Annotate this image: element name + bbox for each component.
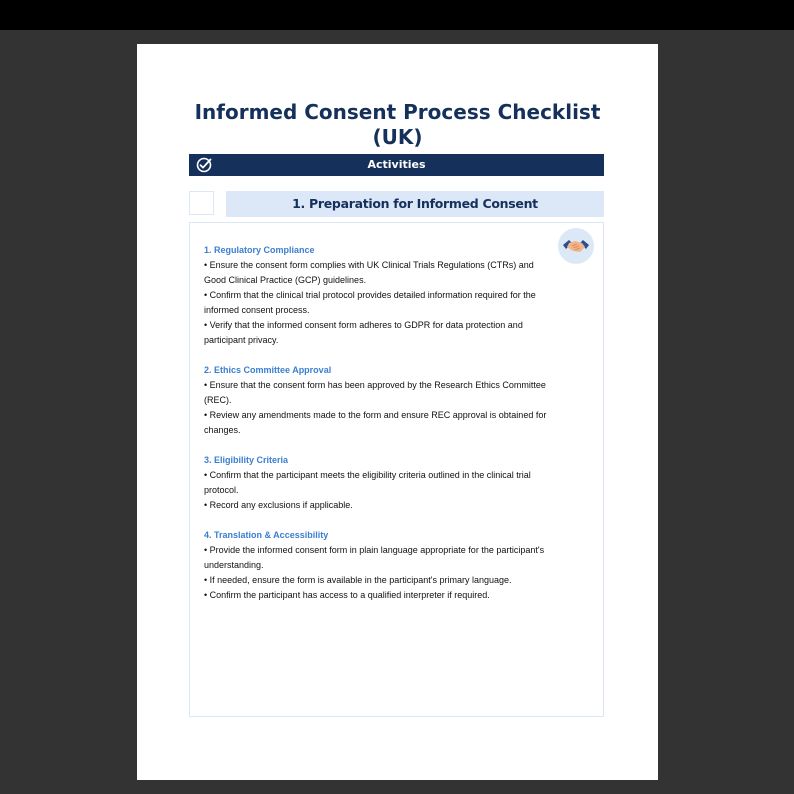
item-title: 3. Eligibility Criteria <box>204 455 289 465</box>
checklist-item <box>204 243 549 348</box>
item-bullet: • Confirm that the clinical trial protocol provides detailed information required for the informed consent process. <box>204 290 536 315</box>
item-bullet: • Confirm that the participant meets the eligibility criteria outlined in the clinical trial protocol. <box>204 470 531 495</box>
title-line-2: (UK) <box>372 125 423 149</box>
item-title: 2. Ethics Committee Approval <box>204 365 332 375</box>
item-bullet: • Ensure the consent form complies with UK Clinical Trials Regulations (CTRs) and Good Clinical Practice (GCP) guidelines. <box>204 260 534 285</box>
section-title: 1. Preparation for Informed Consent <box>226 191 604 217</box>
checklist-item <box>204 453 549 513</box>
document-page <box>137 44 658 780</box>
activities-label: Activities <box>367 158 426 171</box>
item-bullet: • Review any amendments made to the form and ensure REC approval is obtained for changes. <box>204 410 547 435</box>
item-bullet: • If needed, ensure the form is available in the participant's primary language. <box>204 575 512 585</box>
checklist-items <box>204 243 549 618</box>
section-checkbox[interactable] <box>189 191 214 215</box>
title-line-1: Informed Consent Process Checklist <box>194 100 601 124</box>
item-bullet: • Ensure that the consent form has been approved by the Research Ethics Committee (REC). <box>204 380 546 405</box>
viewer-top-bar <box>0 0 794 30</box>
item-bullet: • Record any exclusions if applicable. <box>204 500 353 510</box>
handshake-icon <box>558 228 594 264</box>
item-bullet: • Provide the informed consent form in plain language appropriate for the participant's understanding. <box>204 545 545 570</box>
section-content-box <box>189 222 604 717</box>
item-bullet: • Confirm the participant has access to a qualified interpreter if required. <box>204 590 490 600</box>
checklist-item <box>204 363 549 438</box>
activities-header-bar <box>189 154 604 176</box>
item-title: 1. Regulatory Compliance <box>204 245 315 255</box>
item-bullet: • Verify that the informed consent form adheres to GDPR for data protection and participant privacy. <box>204 320 523 345</box>
item-title: 4. Translation & Accessibility <box>204 530 329 540</box>
page-title <box>137 100 658 150</box>
checklist-item <box>204 528 549 603</box>
